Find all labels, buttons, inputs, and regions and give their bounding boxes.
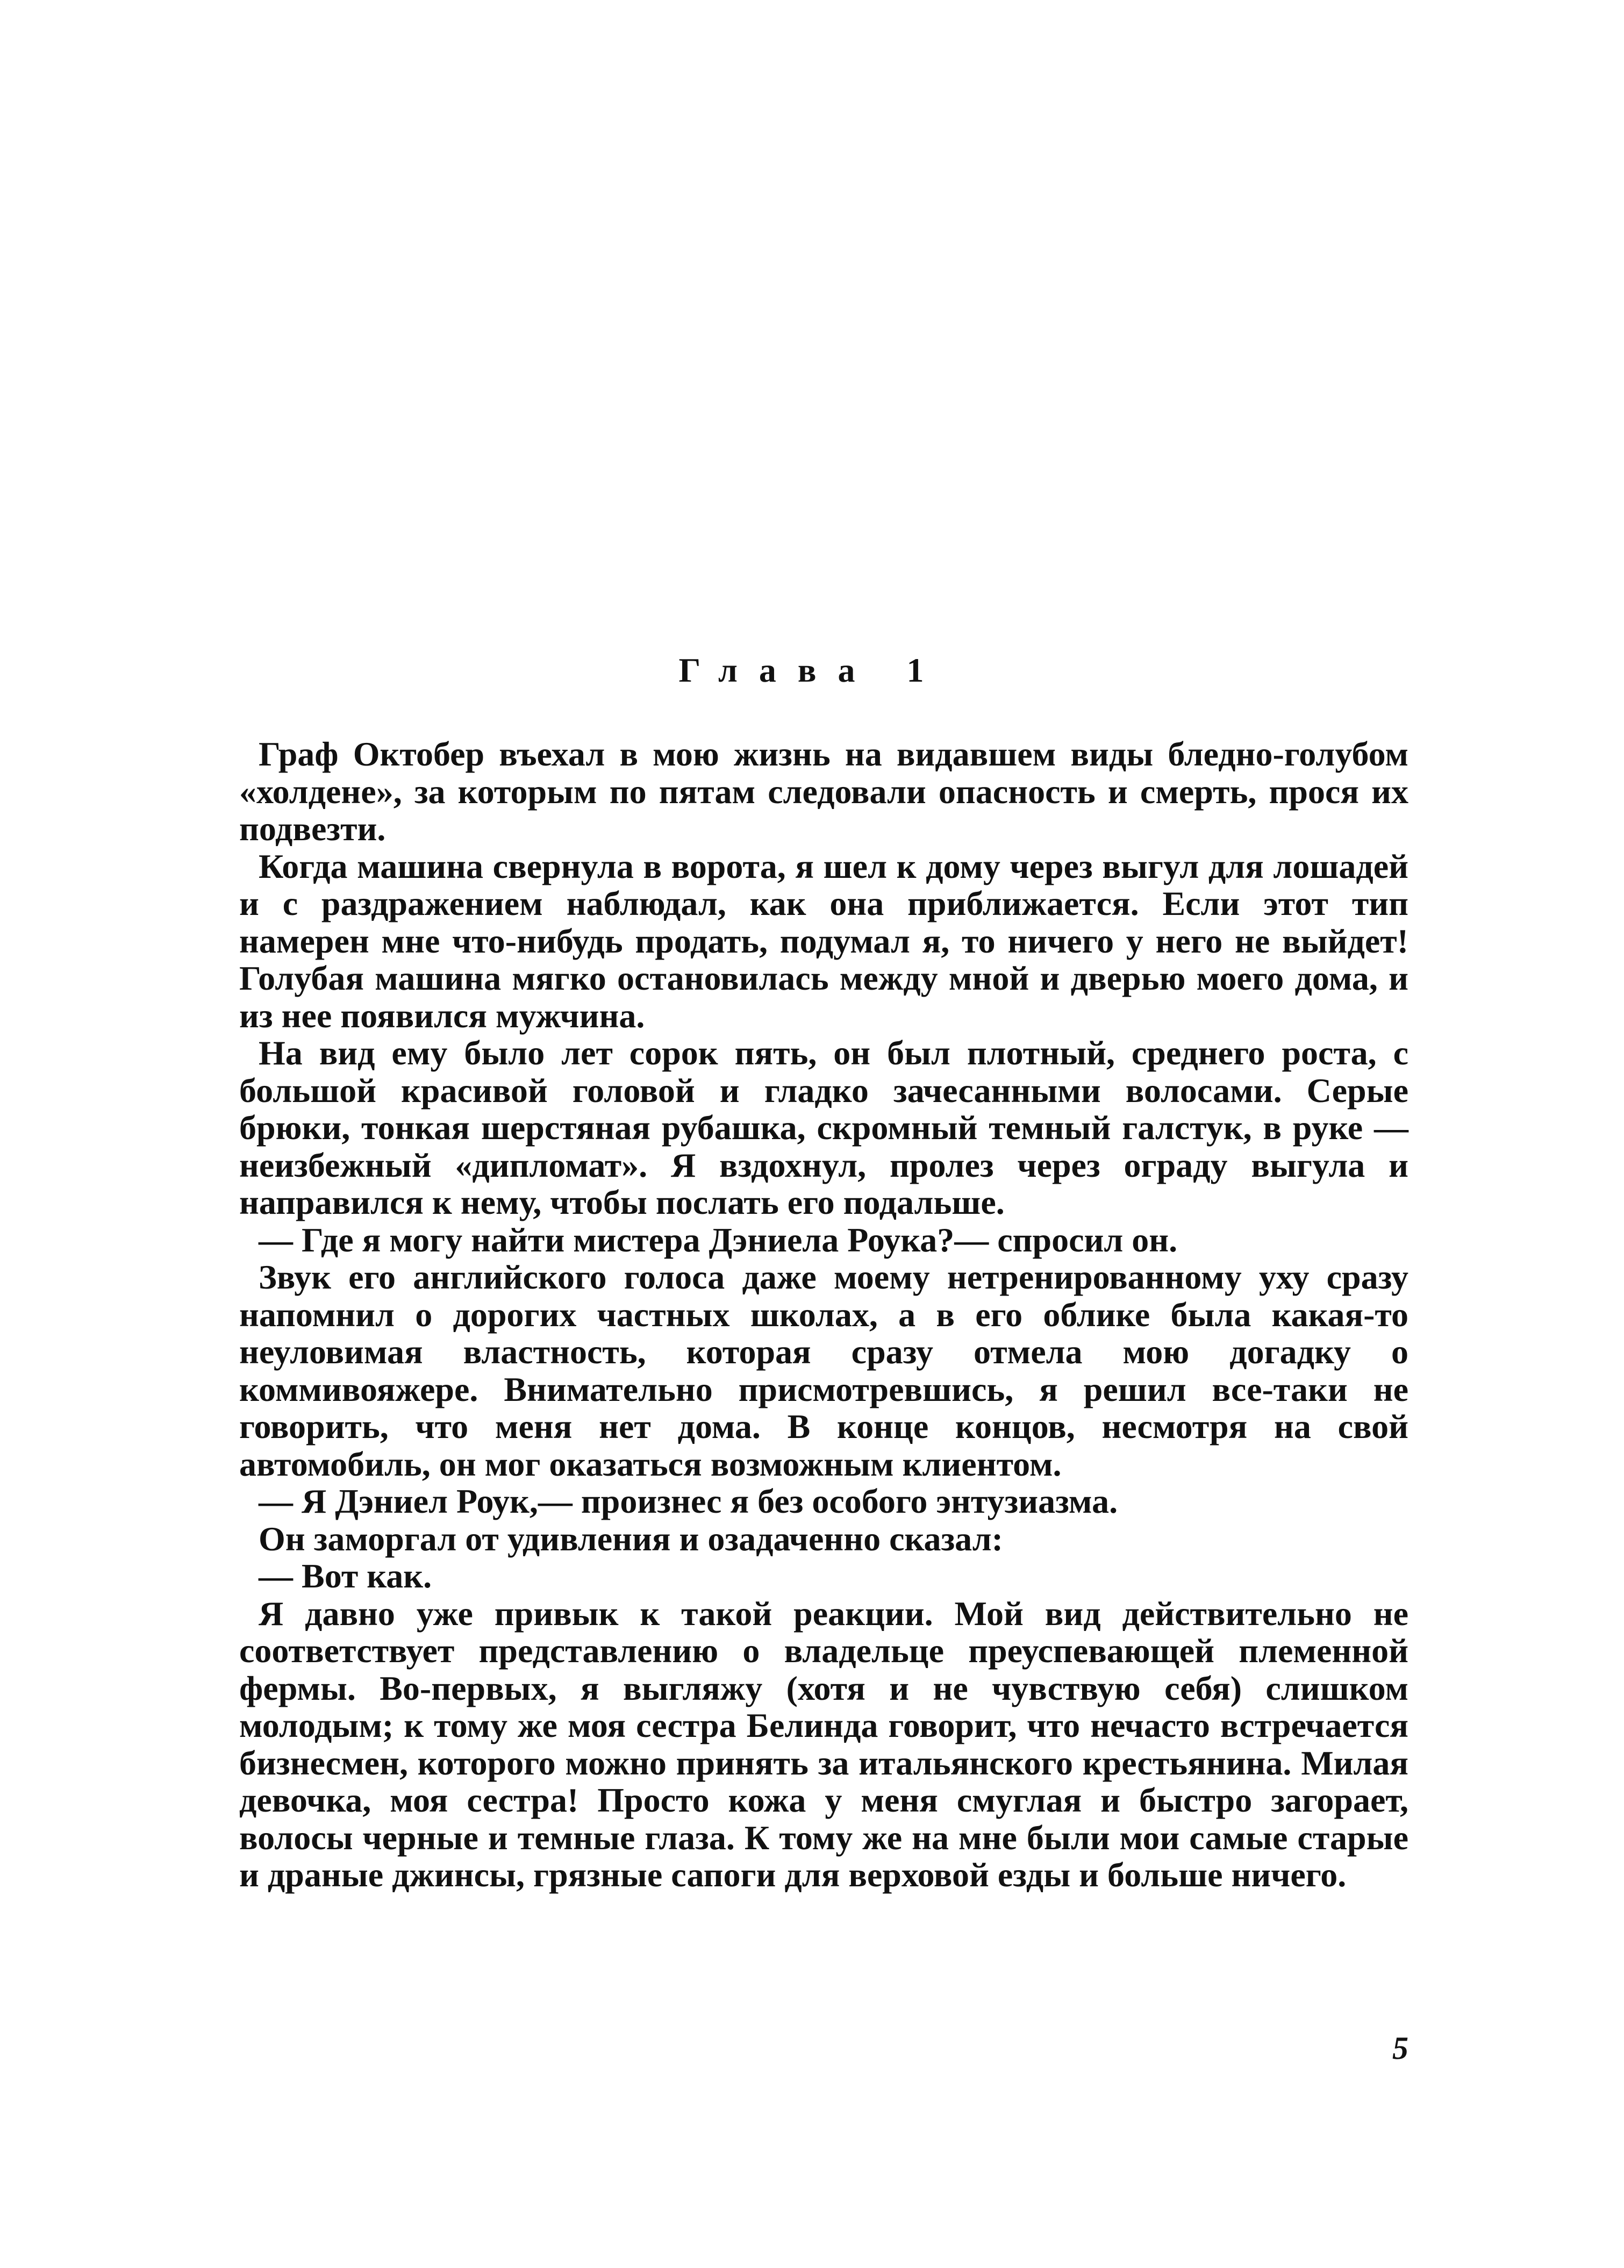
paragraph: Граф Октобер въехал в мою жизнь на видавшем виды бледно-голубом «холдене», за которым по пятам следовали опасность и смерть, прося их подвезти. xyxy=(239,735,1408,848)
paragraph: Звук его английского голоса даже моему нетренированному уху сразу напомнил о дорогих частных школах, а в его облике была какая-то неуловимая властность, которая сразу отмела мою догадку о коммивояжере. Внимательно присмотревшись, я решил все-таки не говорить, что меня нет дома. В конце концов, несмотря на свой автомобиль, он мог оказаться возможным клиентом. xyxy=(239,1258,1408,1483)
paragraph: Когда машина свернула в ворота, я шел к дому через выгул для лошадей и с раздражением наблюдал, как она приближается. Если этот тип намерен мне что-нибудь продать, подумал я, то ничего у него не выйдет! Голубая машина мягко остановилась между мной и дверью моего дома, и из нее появился мужчина. xyxy=(239,847,1408,1035)
dialogue-line: — Вот как. xyxy=(259,1557,432,1595)
dialogue-line: — Я Дэниел Роук,— произнес я без особого энтузиазма. xyxy=(259,1482,1118,1520)
chapter-title: Глава 1 xyxy=(678,651,946,689)
chapter-text xyxy=(239,735,1408,1894)
page-number: 5 xyxy=(1392,2030,1408,2066)
paragraph: На вид ему было лет сорок пять, он был плотный, среднего роста, с большой красивой головой и гладко зачесанными волосами. Серые брюки, тонкая шерстяная рубашка, скромный темный галстук, в руке — неизбежный «дипломат». Я вздохнул, пролез через ограду выгула и направился к нему, чтобы послать его подальше. xyxy=(239,1034,1408,1221)
paragraph: Я давно уже привык к такой реакции. Мой вид действительно не соответствует представлению о владельце преуспевающей племенной фермы. Во-первых, я выгляжу (хотя и не чувствую себя) слишком молодым; к тому же моя сестра Белинда говорит, что нечасто встречается бизнесмен, которого можно принять за итальянского крестьянина. Милая девочка, моя сестра! Просто кожа у меня смуглая и быстро загорает, волосы черные и темные глаза. К тому же на мне были мои самые старые и драные джинсы, грязные сапоги для верховой езды и больше ничего. xyxy=(239,1594,1408,1894)
dialogue-line: — Где я могу найти мистера Дэниела Роука?— спросил он. xyxy=(259,1220,1178,1259)
paragraph: Он заморгал от удивления и озадаченно сказал: xyxy=(259,1519,1003,1558)
